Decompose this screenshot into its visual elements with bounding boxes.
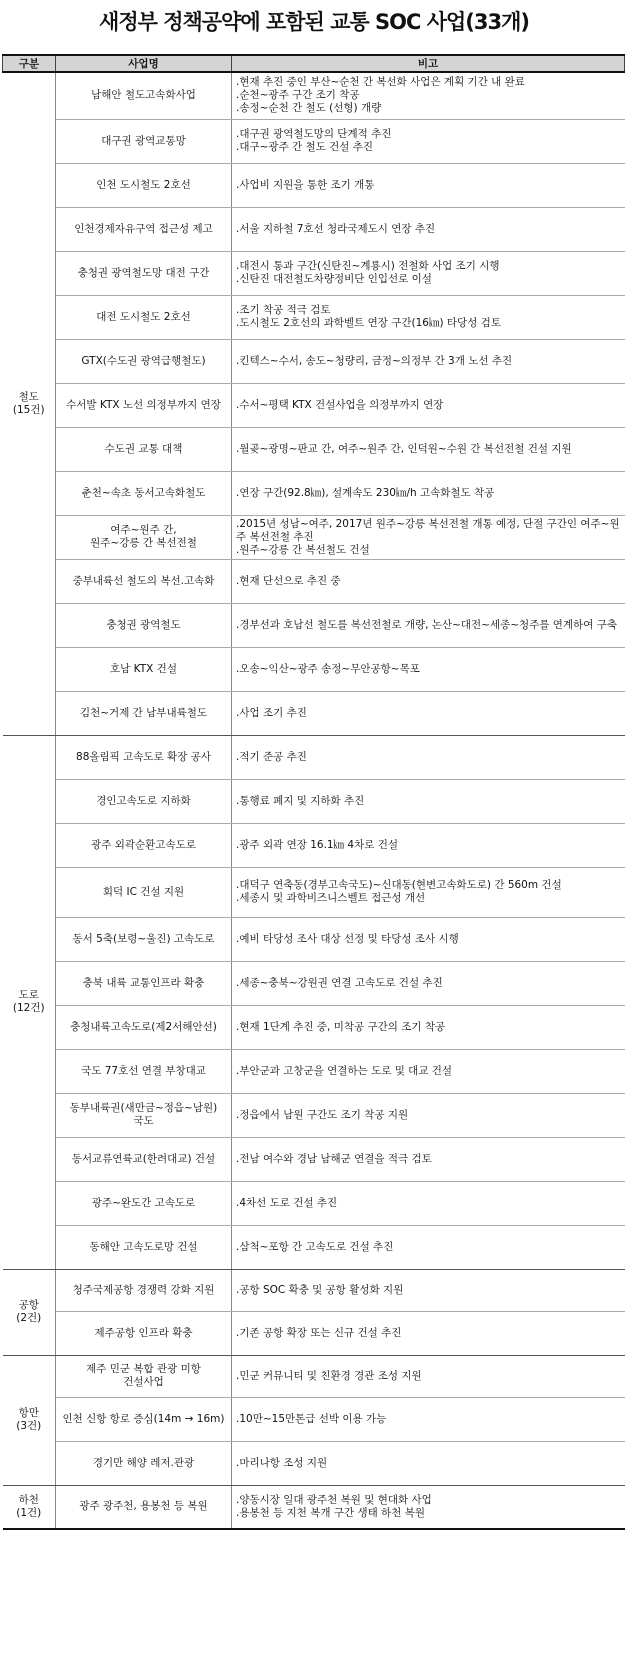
- table-row: [3, 1093, 625, 1137]
- table-row: [3, 867, 625, 917]
- category-cell: 항만 (3건): [3, 1355, 56, 1485]
- table-row: [3, 163, 625, 207]
- project-name-cell: 수도권 교통 대책: [56, 427, 232, 471]
- project-name-cell: 충청권 광역철도망 대전 구간: [56, 251, 232, 295]
- remarks-cell: .2015년 성남~여주, 2017년 원주~강릉 복선전철 개통 예정, 단절 구간인 여주~원주 복선전철 추진 .원주~강릉 간 복선철도 건설: [232, 515, 625, 559]
- project-name-cell: 동서교류연륙교(한려대교) 건설: [56, 1137, 232, 1181]
- remarks-cell: .민군 커뮤니티 및 친환경 경관 조성 지원: [232, 1355, 625, 1397]
- remarks-cell: .적기 준공 추진: [232, 735, 625, 779]
- header-remarks: 비고: [232, 55, 625, 72]
- remarks-cell: .대전시 통과 구간(신탄진~계룡시) 전철화 사업 조기 시행 .신탄진 대전철도차량정비단 인입선로 이설: [232, 251, 625, 295]
- project-name-cell: 회덕 IC 건설 지원: [56, 867, 232, 917]
- remarks-cell: .킨텍스~수서, 송도~청량리, 금정~의정부 간 3개 노선 추진: [232, 339, 625, 383]
- table-row: [3, 251, 625, 295]
- table-row: [3, 823, 625, 867]
- project-name-cell: 동부내륙권(새만금~정읍~남원) 국도: [56, 1093, 232, 1137]
- remarks-cell: .연장 구간(92.8㎞), 설계속도 230㎞/h 고속화철도 착공: [232, 471, 625, 515]
- category-cell: 철도 (15건): [3, 72, 56, 735]
- header-category: 구분: [3, 55, 56, 72]
- project-name-cell: 청주국제공항 경쟁력 강화 지원: [56, 1269, 232, 1311]
- table-row: [3, 1441, 625, 1485]
- table-row: [3, 1269, 625, 1311]
- remarks-cell: .월곶~광명~판교 간, 여주~원주 간, 인덕원~수원 간 복선전철 건설 지원: [232, 427, 625, 471]
- project-name-cell: 제주공항 인프라 확충: [56, 1311, 232, 1355]
- table-row: [3, 383, 625, 427]
- project-name-cell: 88올림픽 고속도로 확장 공사: [56, 735, 232, 779]
- remarks-cell: .전남 여수와 경남 남해군 연결을 적극 검토: [232, 1137, 625, 1181]
- remarks-cell: .기존 공항 확장 또는 신규 건설 추진: [232, 1311, 625, 1355]
- category-cell: 하천 (1건): [3, 1485, 56, 1529]
- project-name-cell: 인천 도시철도 2호선: [56, 163, 232, 207]
- project-name-cell: 제주 민군 복합 관광 미항 건설사업: [56, 1355, 232, 1397]
- project-name-cell: GTX(수도권 광역급행철도): [56, 339, 232, 383]
- table-row: [3, 691, 625, 735]
- project-name-cell: 경인고속도로 지하화: [56, 779, 232, 823]
- project-name-cell: 여주~원주 간, 원주~강릉 간 복선전철: [56, 515, 232, 559]
- remarks-cell: .사업 조기 추진: [232, 691, 625, 735]
- table-body: [3, 72, 625, 1529]
- project-name-cell: 충청권 광역철도: [56, 603, 232, 647]
- table-row: [3, 735, 625, 779]
- remarks-cell: .수서~평택 KTX 건설사업을 의정부까지 연장: [232, 383, 625, 427]
- remarks-cell: .세종~충북~강원권 연결 고속도로 건설 추진: [232, 961, 625, 1005]
- remarks-cell: .조기 착공 적극 검토 .도시철도 2호선의 과학벨트 연장 구간(16㎞) 타당성 검토: [232, 295, 625, 339]
- project-name-cell: 광주 외곽순환고속도로: [56, 823, 232, 867]
- remarks-cell: .통행료 폐지 및 지하화 추진: [232, 779, 625, 823]
- project-name-cell: 김천~거제 간 남부내륙철도: [56, 691, 232, 735]
- remarks-cell: .4차선 도로 건설 추진: [232, 1181, 625, 1225]
- header-project-name: 사업명: [56, 55, 232, 72]
- table-row: [3, 515, 625, 559]
- remarks-cell: .마리나항 조성 지원: [232, 1441, 625, 1485]
- category-cell: 공항 (2건): [3, 1269, 56, 1355]
- project-name-cell: 춘천~속초 동서고속화철도: [56, 471, 232, 515]
- table-header-row: [3, 55, 625, 72]
- table-row: [3, 1311, 625, 1355]
- project-name-cell: 국도 77호선 연결 부창대교: [56, 1049, 232, 1093]
- table-row: [3, 559, 625, 603]
- project-name-cell: 충북 내륙 교통인프라 확충: [56, 961, 232, 1005]
- project-name-cell: 대구권 광역교통망: [56, 119, 232, 163]
- category-cell: 도로 (12건): [3, 735, 56, 1269]
- project-name-cell: 남해안 철도고속화사업: [56, 72, 232, 119]
- table-row: [3, 961, 625, 1005]
- project-name-cell: 인천 신항 항로 증심(14m → 16m): [56, 1397, 232, 1441]
- project-name-cell: 동해안 고속도로망 건설: [56, 1225, 232, 1269]
- remarks-cell: .삼척~포항 간 고속도로 건설 추진: [232, 1225, 625, 1269]
- project-name-cell: 수서발 KTX 노선 의정부까지 연장: [56, 383, 232, 427]
- page-title: 새정부 정책공약에 포함된 교통 SOC 사업(33개): [99, 10, 529, 34]
- soc-project-table: [2, 54, 625, 1530]
- project-name-cell: 호남 KTX 건설: [56, 647, 232, 691]
- table-row: [3, 1005, 625, 1049]
- remarks-cell: .현재 단선으로 추진 중: [232, 559, 625, 603]
- table-row: [3, 1137, 625, 1181]
- table-row: [3, 427, 625, 471]
- table-row: [3, 1225, 625, 1269]
- remarks-cell: .대구권 광역철도망의 단계적 추진 .대구~광주 간 철도 건설 추진: [232, 119, 625, 163]
- remarks-cell: .정읍에서 남원 구간도 조기 착공 지원: [232, 1093, 625, 1137]
- project-name-cell: 인천경제자유구역 접근성 제고: [56, 207, 232, 251]
- table-row: [3, 647, 625, 691]
- remarks-cell: .서울 지하철 7호선 청라국제도시 연장 추진: [232, 207, 625, 251]
- remarks-cell: .10만~15만톤급 선박 이용 가능: [232, 1397, 625, 1441]
- project-name-cell: 중부내륙선 철도의 복선.고속화: [56, 559, 232, 603]
- table-row: [3, 1181, 625, 1225]
- table-row: [3, 471, 625, 515]
- table-row: [3, 339, 625, 383]
- table-row: [3, 603, 625, 647]
- project-name-cell: 광주~완도간 고속도로: [56, 1181, 232, 1225]
- project-name-cell: 광주 광주천, 용봉천 등 복원: [56, 1485, 232, 1529]
- table-row: [3, 119, 625, 163]
- remarks-cell: .예비 타당성 조사 대상 선정 및 타당성 조사 시행: [232, 917, 625, 961]
- remarks-cell: .경부선과 호남선 철도를 복선전철로 개량, 논산~대전~세종~청주를 연계하여 구축: [232, 603, 625, 647]
- project-name-cell: 경기만 해양 레저.관광: [56, 1441, 232, 1485]
- remarks-cell: .현재 1단계 추진 중, 미착공 구간의 조기 착공: [232, 1005, 625, 1049]
- project-name-cell: 충청내륙고속도로(제2서해안선): [56, 1005, 232, 1049]
- table-row: [3, 207, 625, 251]
- remarks-cell: .오송~익산~광주 송정~무안공항~목포: [232, 647, 625, 691]
- remarks-cell: .대덕구 연축동(경부고속국도)~신대동(현변고속화도로) 간 560m 건설 .세종시 및 과학비즈니스벨트 접근성 개선: [232, 867, 625, 917]
- table-row: [3, 917, 625, 961]
- table-row: [3, 1397, 625, 1441]
- remarks-cell: .현재 추진 중인 부산~순천 간 복선화 사업은 계획 기간 내 완료 .순천~광주 구간 조기 착공 .송정~순천 간 철도 (선형) 개량: [232, 72, 625, 119]
- remarks-cell: .부안군과 고창군을 연결하는 도로 및 대교 건설: [232, 1049, 625, 1093]
- table-row: [3, 1355, 625, 1397]
- table-row: [3, 779, 625, 823]
- remarks-cell: .양동시장 일대 광주천 복원 및 현대화 사업 .용봉천 등 지천 복개 구간 생태 하천 복원: [232, 1485, 625, 1529]
- table-row: [3, 1485, 625, 1529]
- project-name-cell: 동서 5축(보령~울진) 고속도로: [56, 917, 232, 961]
- remarks-cell: .사업비 지원을 통한 조기 개통: [232, 163, 625, 207]
- table-row: [3, 1049, 625, 1093]
- project-name-cell: 대전 도시철도 2호선: [56, 295, 232, 339]
- remarks-cell: .광주 외곽 연장 16.1㎞ 4차로 건설: [232, 823, 625, 867]
- table-row: [3, 72, 625, 119]
- table-row: [3, 295, 625, 339]
- remarks-cell: .공항 SOC 확충 및 공항 활성화 지원: [232, 1269, 625, 1311]
